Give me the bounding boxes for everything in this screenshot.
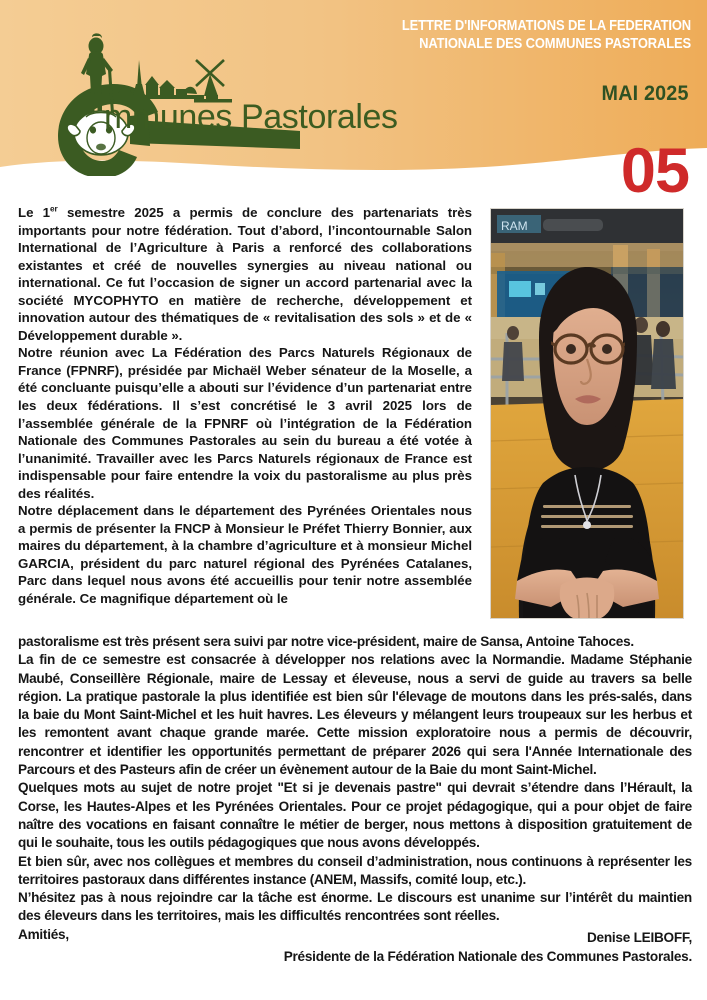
article-full-width-text [18, 633, 692, 944]
article-column-text [18, 204, 472, 608]
signature-name: Denise LEIBOFF, [586, 930, 692, 945]
issue-number: 05 [620, 136, 689, 206]
svg-text:RAM: RAM [501, 219, 528, 233]
header-title-line-1: LETTRE D'INFORMATIONS DE LA FEDERATION [401, 18, 691, 34]
paragraph-2: Notre réunion avec La Fédération des Parcs Naturels Régionaux de France (FPNRF), présidée par Michaël Weber sénateur de la Moselle, a été concluante puisqu’elle a abouti sur l’évidence d’un partenariat entre les deux fédérations. Il s’est concrétisé le 3 avril 2025 lors de l’assemblée générale de la FPNRF où l’intégration de la Fédération Nationale des Communes Pastorales au sein du bureau a été votée à l’unanimité. Travailler avec les Parcs Naturels régionaux de France est indispensable pour faire entendre la voix du pastoralisme au plus près des réalités. [18, 345, 472, 501]
logo-graphic [18, 16, 348, 176]
paragraph-5: La fin de ce semestre est consacrée à développer nos relations avec la Normandie. Madame Stéphanie Maubé, Conseillère Régionale, maire de Lessay et éleveuse, nous a servi de guide au travers sa belle région. La pratique pastorale la plus identifiée est bien sûr l'élevage de moutons dans les prés-salés, dans la baie du Mont Saint-Michel et les huit havres. Les éleveurs y mélangent leurs troupeaux sur les herbus et les remontent avant chaque grande marée. Cette mission exploratoire nous a permis de découvrir, rencontrer et identifier les opportunités permettant de préparer 2026 qui sera l'Année Internationale des Parcours et des Pasteurs afin de créer un évènement autour de la Baie du mont Saint-Michel. [18, 652, 692, 778]
paragraph-1: Le 1er semestre 2025 a permis de conclure des partenariats très importants pour notre fédération. Tout d’abord, l’incontournable Salon International de l’Agriculture à Paris a renforcé des collaborations existantes et créé de nouvelles synergies au niveau national ou international. Ce fut l’occasion de signer un accord partenarial avec la société MYCOPHYTO en matière de recherche, développement et innovation autour des thématiques de « revitalisation des sols » et de « Développement durable ». [18, 204, 472, 343]
paragraph-7: Et bien sûr, avec nos collègues et membres du conseil d’administration, nous continuons à représenter les territoires pastoraux dans différentes instance (ANEM, Massifs, comité loup, etc.). [18, 853, 692, 887]
header-title-block [311, 18, 691, 53]
paragraph-3: Notre déplacement dans le département des Pyrénées Orientales nous a permis de présenter la FNCP à Monsieur le Préfet Thierry Bonnier, aux maires du département, à la chambre d’agriculture et à monsieur Michel GARCIA, président du parc naturel régional des Pyrénées Catalanes, Parc dans lequel nous avons été accueillis pour tenir notre assemblée générale. Ce magnifique département où le [18, 503, 472, 607]
signature-block [18, 928, 692, 966]
logo [18, 16, 398, 176]
paragraph-closing: Amitiés, [18, 926, 69, 942]
signature-role: Présidente de la Fédération Nationale des Communes Pastorales. [283, 949, 692, 964]
portrait-photo [490, 208, 684, 619]
ordinal-suffix: er [50, 204, 58, 214]
issue-date: MAI 2025 [601, 82, 689, 105]
header-title-line-2: NATIONALE DES COMMUNES PASTORALES [419, 35, 691, 52]
paragraph-4: pastoralisme est très présent sera suivi par notre vice-président, maire de Sansa, Antoine Tahoces. [18, 634, 634, 649]
logo-wordmark: mmunes Pastorales [104, 98, 398, 136]
paragraph-8: N’hésitez pas à nous rejoindre car la tâche est énorme. Le discours est unanime sur l’intérêt du maintien des éleveurs dans les territoires, mais les difficultés rencontrées sont réelles. [18, 890, 692, 924]
paragraph-6: Quelques mots au sujet de notre projet "Et si je devenais pastre" qui devrait s’étendre dans l’Hérault, la Corse, les Hautes-Alpes et les Pyrénées Orientales. Pour ce projet pédagogique, qui a pour objet de faire naître des vocations en faisant connaître le métier de berger, nous mettons à disposition gratuitement de qui le souhaite, tous les outils pédagogiques que nous avons développés. [18, 780, 692, 851]
portrait-photo-image [491, 209, 683, 618]
